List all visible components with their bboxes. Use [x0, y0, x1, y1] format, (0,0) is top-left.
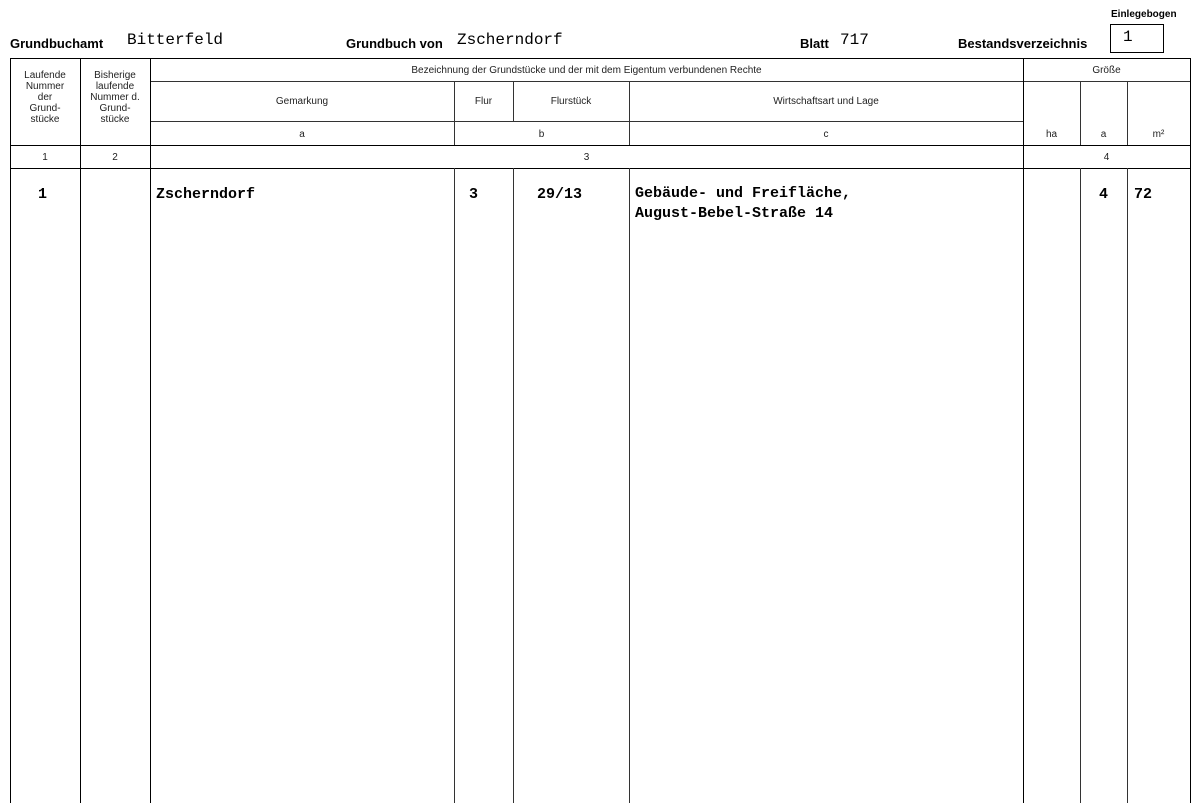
- col-a-m2-divider: [1127, 168, 1128, 803]
- einlegebogen-label: Einlegebogen: [1111, 9, 1177, 20]
- sub-header-b: b: [538, 129, 545, 140]
- table-top-border: [10, 58, 1190, 59]
- blatt-label: Blatt: [800, 36, 829, 51]
- col-number-4: 4: [1103, 152, 1110, 163]
- bestandsverzeichnis-label: Bestandsverzeichnis: [958, 36, 1088, 51]
- flurstueck-header: Flurstück: [550, 96, 592, 107]
- cell-flur: 3: [469, 186, 479, 203]
- col-flur-flurstueck-divider: [513, 168, 514, 803]
- col-border-2: [150, 58, 151, 803]
- col-number-3: 3: [583, 152, 590, 163]
- col-ha-a-divider: [1080, 168, 1081, 803]
- grundbuch-von-value: Zscherndorf: [457, 31, 563, 49]
- grundbuchamt-label: Grundbuchamt: [10, 36, 104, 51]
- cell-lfd-nr: 1: [38, 186, 48, 203]
- group-header: Bezeichnung der Grundstücke und der mit dem Eigentum verbundenen Rechte: [411, 65, 762, 76]
- gemarkung-header: Gemarkung: [275, 96, 329, 107]
- col2-header: [80, 70, 150, 125]
- col-number-2: 2: [112, 152, 118, 163]
- header-bottom-border: [10, 168, 1190, 169]
- cell-a: 4: [1099, 186, 1109, 203]
- blatt-value: 717: [840, 31, 869, 49]
- col2-header-text: Bisherige laufende Nummer d. Grund- stücke: [90, 70, 140, 125]
- cell-wirtschaftsart-lage: Gebäude- und Freifläche, August-Bebel-Straße 14: [635, 185, 852, 222]
- col1-header: [10, 70, 80, 125]
- cell-gemarkung: Zscherndorf: [156, 186, 256, 203]
- group-header-divider: [150, 81, 1190, 82]
- unit-m2: m²: [1152, 129, 1165, 140]
- col-flurstueck-wirtschaft-divider: [629, 168, 630, 803]
- size-header: Größe: [1092, 65, 1121, 76]
- unit-a: a: [1100, 129, 1107, 140]
- sub-header-c: c: [823, 129, 829, 140]
- col-gemarkung-flur-divider: [454, 168, 455, 803]
- unit-ha: ha: [1045, 129, 1058, 140]
- col-border-3: [1023, 58, 1024, 803]
- col1-header-text: Laufende Nummer der Grund- stücke: [24, 70, 66, 125]
- col-number-1: 1: [42, 152, 48, 163]
- flur-header: Flur: [474, 96, 493, 107]
- einlegebogen-box: 1: [1110, 24, 1164, 53]
- col-border-left: [10, 58, 11, 803]
- cell-m2: 72: [1134, 186, 1153, 203]
- grundbuch-von-label: Grundbuch von: [346, 36, 443, 51]
- col-border-right: [1190, 58, 1191, 803]
- wirtschaftsart-header: Wirtschaftsart und Lage: [773, 96, 879, 107]
- header-number-divider: [10, 145, 1190, 146]
- sub-header-divider: [150, 121, 1023, 122]
- grundbuchamt-value: Bitterfeld: [127, 31, 224, 49]
- col-border-1: [80, 58, 81, 803]
- cell-flurstueck: 29/13: [537, 186, 583, 203]
- sub-header-a: a: [299, 129, 305, 140]
